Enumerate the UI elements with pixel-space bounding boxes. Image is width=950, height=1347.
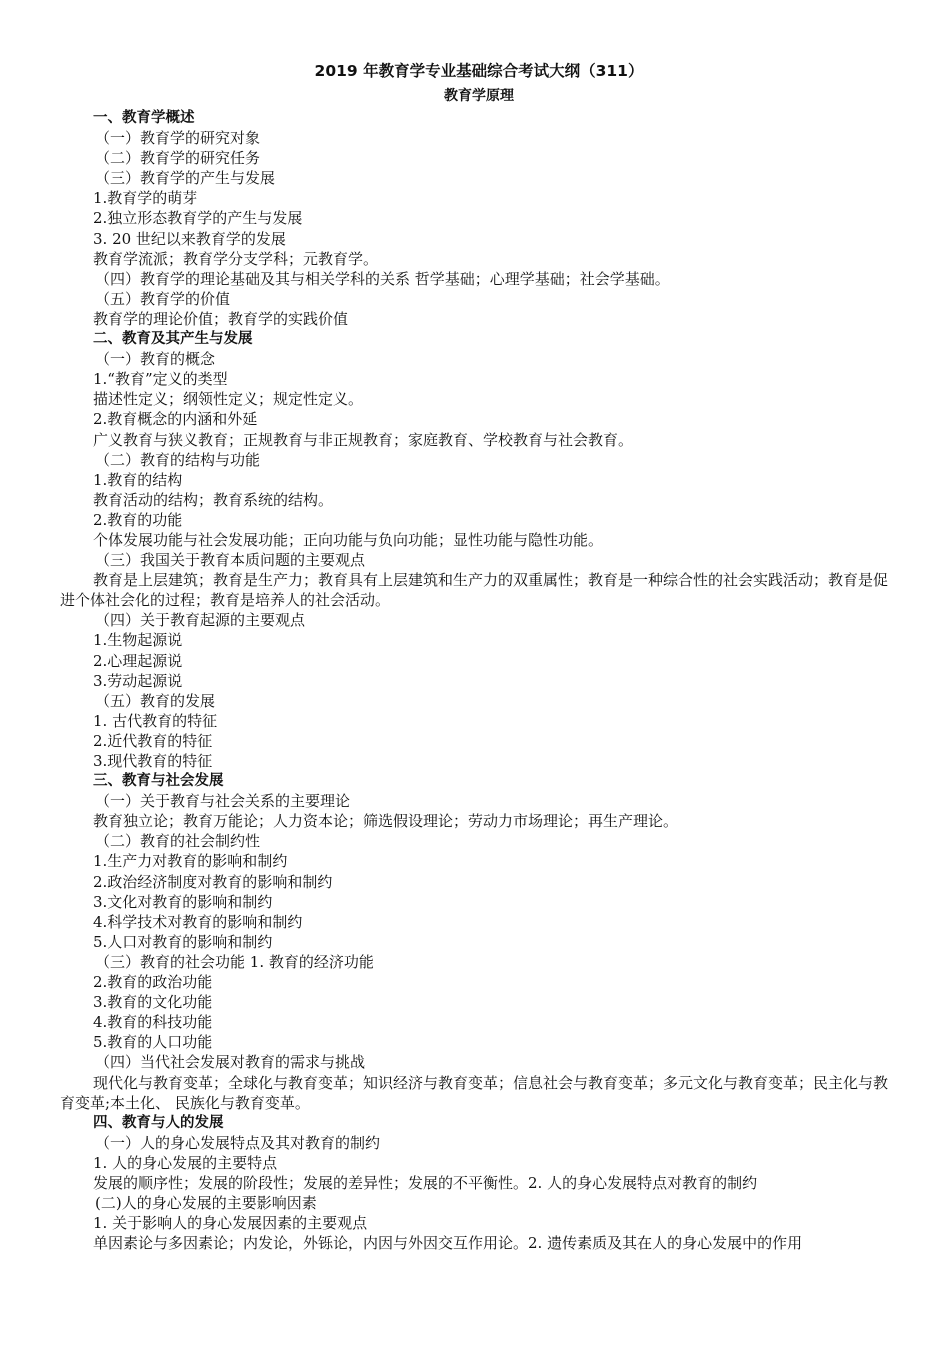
outline-item: 4.科学技术对教育的影响和制约 [93, 912, 303, 931]
outline-item: 2.心理起源说 [93, 651, 183, 670]
outline-item: 2.近代教育的特征 [93, 731, 213, 750]
outline-item: 1.生产力对教育的影响和制约 [93, 852, 288, 871]
outline-item: 2.政治经济制度对教育的影响和制约 [93, 872, 333, 891]
outline-item: 5.教育的人口功能 [93, 1033, 213, 1052]
section-heading: （五）教育的发展 [95, 691, 216, 710]
outline-item: 2.独立形态教育学的产生与发展 [93, 209, 303, 228]
outline-content [0, 108, 950, 1253]
outline-item: 3. 20 世纪以来教育学的发展 [93, 229, 286, 248]
outline-item: 1. 人的身心发展的主要特点 [93, 1153, 278, 1172]
outline-item: 4.教育的科技功能 [93, 1013, 213, 1032]
outline-item: 1.教育学的萌芽 [93, 189, 198, 208]
outline-paragraph: 教育是上层建筑；教育是生产力；教育具有上层建筑和生产力的双重属性；教育是一种综合性的社会实践活动；教育是促进个体社会化的过程；教育是培养人的社会活动。 [60, 571, 889, 610]
section-heading: （一）教育的概念 [95, 350, 216, 369]
chapter-heading: 二、教育及其产生与发展 [93, 331, 253, 348]
chapter-heading: 三、教育与社会发展 [93, 773, 224, 790]
outline-item: 广义教育与狭义教育；正规教育与非正规教育；家庭教育、学校教育与社会教育。 [93, 430, 634, 449]
outline-item: 3.文化对教育的影响和制约 [93, 892, 273, 911]
outline-item: 1.“教育”定义的类型 [93, 370, 228, 389]
outline-item: 2.教育概念的内涵和外延 [93, 410, 258, 429]
chapter-heading: 四、教育与人的发展 [93, 1114, 224, 1131]
section-heading: （三）教育学的产生与发展 [95, 169, 276, 188]
section-heading: （三）我国关于教育本质问题的主要观点 [95, 551, 366, 570]
document-subtitle: 教育学原理 [444, 88, 514, 104]
outline-item: 教育学流派；教育学分支学科；元教育学。 [93, 249, 379, 268]
outline-item: 1.教育的结构 [93, 470, 183, 489]
section-heading: （二）教育的结构与功能 [95, 450, 261, 469]
outline-paragraph: 单因素论与多因素论；内发论，外铄论，内因与外因交互作用论。2. 遗传素质及其在人的身心发展中的作用 [93, 1234, 803, 1253]
section-heading: （四）关于教育起源的主要观点 [95, 611, 306, 630]
outline-item: 3.劳动起源说 [93, 671, 183, 690]
section-heading: （一）人的身心发展特点及其对教育的制约 [95, 1133, 381, 1152]
section-heading: （二）教育的社会制约性 [95, 832, 261, 851]
section-heading: （一）教育学的研究对象 [95, 129, 261, 148]
chapter-heading: 一、教育学概述 [93, 110, 195, 126]
section-heading: （一）关于教育与社会关系的主要理论 [95, 792, 351, 811]
outline-item: 3.现代教育的特征 [93, 752, 213, 770]
outline-item: 教育独立论；教育万能论；人力资本论；筛选假设理论；劳动力市场理论；再生产理论。 [93, 812, 679, 831]
outline-item: 3.教育的文化功能 [93, 993, 213, 1012]
outline-paragraph: 现代化与教育变革；全球化与教育变革；知识经济与教育变革；信息社会与教育变革；多元文化与教育变革；民主化与教育变革;本土化、 民族化与教育变革。 [60, 1073, 889, 1112]
outline-item: 个体发展功能与社会发展功能；正向功能与负向功能；显性功能与隐性功能。 [93, 530, 604, 549]
section-heading: （四）当代社会发展对教育的需求与挑战 [95, 1053, 366, 1072]
outline-item: 教育活动的结构；教育系统的结构。 [93, 490, 334, 509]
outline-item: 1.生物起源说 [93, 631, 183, 650]
section-heading: （二）教育学的研究任务 [95, 149, 261, 168]
outline-item: 描述性定义；纲领性定义；规定性定义。 [93, 390, 364, 409]
outline-item: 1. 古代教育的特征 [93, 711, 218, 730]
section-heading: (二)人的身心发展的主要影响因素 [95, 1194, 317, 1213]
outline-item: 5.人口对教育的影响和制约 [93, 932, 273, 951]
outline-item: 发展的顺序性；发展的阶段性；发展的差异性；发展的不平衡性。2. 人的身心发展特点对教育的制约 [93, 1173, 758, 1192]
outline-item: 2.教育的政治功能 [93, 973, 213, 992]
section-heading: （五）教育学的价值 [95, 289, 231, 308]
section-heading: （三）教育的社会功能 1. 教育的经济功能 [95, 952, 374, 971]
document-title: 2019 年教育学专业基础综合考试大纲（311） [314, 62, 644, 80]
outline-item: 教育学的理论价值；教育学的实践价值 [93, 309, 349, 328]
document-page [0, 58, 950, 1253]
outline-item: 1. 关于影响人的身心发展因素的主要观点 [93, 1214, 368, 1233]
outline-item: 2.教育的功能 [93, 510, 183, 529]
section-heading: （四）教育学的理论基础及其与相关学科的关系 哲学基础；心理学基础；社会学基础。 [95, 269, 670, 288]
